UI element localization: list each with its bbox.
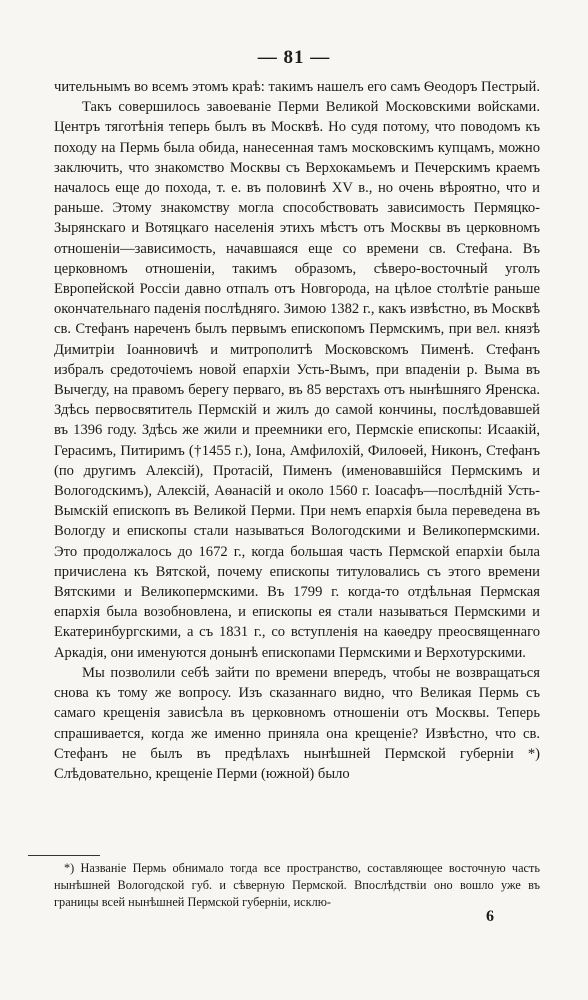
footnote-rule [28, 855, 100, 856]
paragraph-conquest: Такъ совершилось завоеваніе Перми Великой Московскими войсками. Центръ тяготѣнія теперь былъ въ Москвѣ. Но судя потому, что поводомъ къ походу на Пермь была обида, нанесенная тамъ московскимъ купцамъ, можно заключить, что знакомство Москвы съ Верхокамьемъ и Печерскимъ краемъ началось еще до похода, т. е. въ половинѣ XV в., но очень вѣроятно, что и раньше. Этому знакомству могла способствовать зависимость Пермяцко-Зырянскаго и Вотяцкаго населенія этихъ мѣстъ отъ Москвы въ церковномъ отношеніи—зависимость, начавшаяся еще со времени св. Стефана. Въ церковномъ отношеніи, такимъ образомъ, сѣверо-восточный уголъ Европейской Россіи давно отпалъ отъ Новгорода, на цѣлое столѣтіе раньше окончательнаго паденія послѣдняго. Зимою 1382 г., какъ извѣстно, въ Москвѣ св. Стефанъ нареченъ былъ первымъ епископомъ Пермскимъ, при вел. князѣ Димитріи Іоанновичѣ и митрополитѣ Московскомъ Пименѣ. Стефанъ избралъ средоточіемъ новой епархіи Усть-Вымъ, при впаденіи р. Выма въ Вычегду, на правомъ берегу перваго, въ 85 верстахъ отъ нынѣшняго Яренска. Здѣсь первосвятитель Пермскій и жилъ до самой кончины, послѣдовавшей въ 1396 году. Здѣсь же жили и преемники его, Пермскіе епископы: Исаакій, Герасимъ, Питиримъ (†1455 г.), Іона, Амфилохій, Филоѳей, Никонъ, Стефанъ (по другимъ Алексій), Протасій, Пименъ (именовавшійся Пермскимъ и Вологодскимъ), Алексій, Аѳанасій и около 1560 г. Іоасафъ—послѣдній Усть-Вымскій епископъ въ Великой Перми. При немъ епархія была переведена въ Вологду и епископы стали называться Вологодскими и Великопермскими. Это продолжалось до 1672 г., когда большая часть Пермской епархіи была причислена къ Вятской, почему епископы титуловались съ этого времени Вятскими и Великопермскими. Въ 1799 г. когда-то отдѣльная Пермская епархія была возобновлена, и епископы ея стали называться Пермскими и Екатеринбургскими, а съ 1831 г., со вступленія на каѳедру преосвященнаго Аркадія, они именуются донынѣ епископами Пермскими и Верхотурскими. [54, 99, 540, 661]
main-text [54, 77, 540, 784]
footnote-marker: *) [64, 861, 75, 875]
paragraph-continuation: чительнымъ во всемъ этомъ краѣ: такимъ нашелъ его самъ Ѳеодоръ Пестрый. [54, 79, 541, 95]
footnote-text: Названіе Пермь обнимало тогда все пространство, составляющее восточную часть нынѣшней Вологодской губ. и сѣверную Пермской. Впослѣдствіи оно вошло уже въ границы всей нынѣшней Пермской губерніи, исклю- [54, 861, 540, 909]
footnote [54, 860, 540, 911]
page-number: — 81 — [257, 47, 331, 68]
signature-mark: 6 [486, 908, 494, 925]
paragraph-baptism: Мы позволили себѣ зайти по времени впередъ, чтобы не возвращаться снова къ тому же вопросу. Изъ сказаннаго видно, что Великая Пермь съ самаго крещенія зависѣла въ церковномъ отношеніи отъ Москвы. Теперь спрашивается, когда же именно приняла она крещеніе? Извѣстно, что св. Стефанъ не былъ въ предѣлахъ нынѣшней Пермской губерніи *) Слѣдовательно, крещеніе Перми (южной) было [54, 664, 540, 782]
